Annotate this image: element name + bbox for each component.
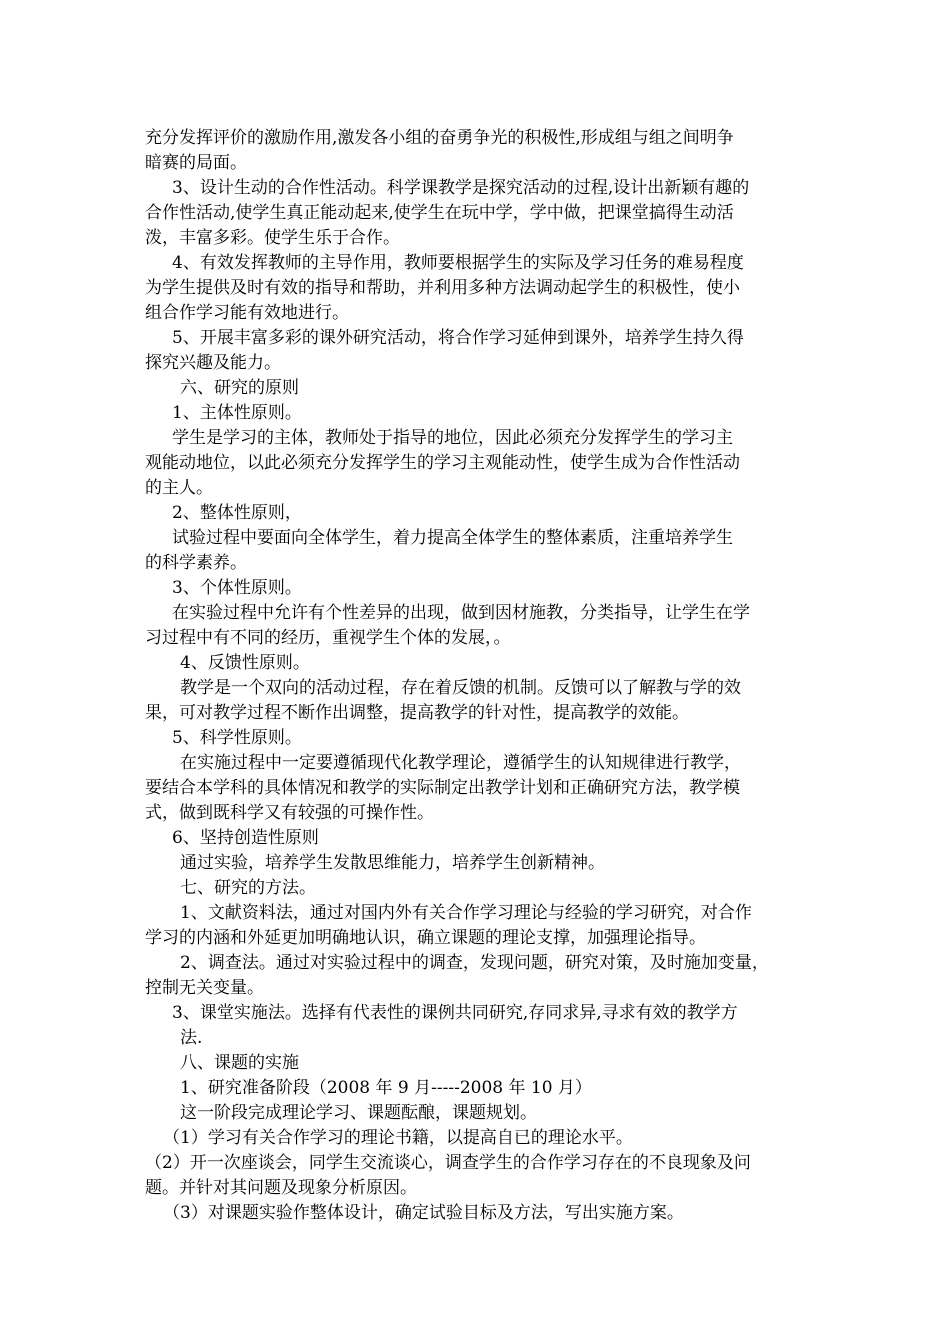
text-line: 泼，丰富多彩。使学生乐于合作。 bbox=[145, 228, 400, 248]
text-line: 3、课堂实施法。选择有代表性的课例共同研究,存同求异,寻求有效的教学方 bbox=[172, 1003, 738, 1023]
text-line: 式，做到既科学又有较强的可操作性。 bbox=[145, 803, 434, 823]
text-line: 题。并针对其问题及现象分析原因。 bbox=[145, 1178, 417, 1198]
text-line: 组合作学习能有效地进行。 bbox=[145, 303, 349, 323]
text-line: 4、有效发挥教师的主导作用，教师要根据学生的实际及学习任务的难易程度 bbox=[172, 253, 744, 273]
text-line: 6、坚持创造性原则 bbox=[172, 828, 319, 848]
text-line: 5、开展丰富多彩的课外研究活动，将合作学习延伸到课外，培养学生持久得 bbox=[172, 328, 744, 348]
text-line: 在实验过程中允许有个性差异的出现，做到因材施教，分类指导，让学生在学 bbox=[172, 603, 750, 623]
text-line: 控制无关变量。 bbox=[145, 978, 264, 998]
text-line: 5、科学性原则。 bbox=[172, 728, 302, 748]
text-line: 1、研究准备阶段（2008 年 9 月-----2008 年 10 月） bbox=[180, 1078, 592, 1098]
text-line: 1、主体性原则。 bbox=[172, 403, 302, 423]
text-line: 2、整体性原则， bbox=[172, 503, 302, 523]
text-line: 3、个体性原则。 bbox=[172, 578, 302, 598]
section-heading: 七、研究的方法。 bbox=[180, 878, 316, 898]
text-line: 探究兴趣及能力。 bbox=[145, 353, 281, 373]
text-line: （3）对课题实验作整体设计，确定试验目标及方法，写出实施方案。 bbox=[163, 1203, 684, 1223]
text-line: 观能动地位，以此必须充分发挥学生的学习主观能动性，使学生成为合作性活动 bbox=[145, 453, 740, 473]
text-line: 2、调查法。通过对实验过程中的调查，发现问题，研究对策，及时施加变量， bbox=[180, 953, 769, 973]
text-line: 1、文献资料法，通过对国内外有关合作学习理论与经验的学习研究，对合作 bbox=[180, 903, 752, 923]
text-line: 暗赛的局面。 bbox=[145, 153, 247, 173]
text-line: （1）学习有关合作学习的理论书籍，以提高自已的理论水平。 bbox=[163, 1128, 633, 1148]
text-line: 的主人。 bbox=[145, 478, 213, 498]
text-line: 充分发挥评价的激励作用,激发各小组的奋勇争光的积极性,形成组与组之间明争 bbox=[145, 128, 734, 148]
text-line: 合作性活动,使学生真正能动起来,使学生在玩中学，学中做，把课堂搞得生动活 bbox=[145, 203, 734, 223]
text-line: 果，可对教学过程不断作出调整，提高教学的针对性，提高教学的效能。 bbox=[145, 703, 689, 723]
text-line: 习过程中有不同的经历，重视学生个体的发展，。 bbox=[145, 628, 511, 648]
text-line: 为学生提供及时有效的指导和帮助，并利用多种方法调动起学生的积极性，使小 bbox=[145, 278, 740, 298]
text-line: 通过实验，培养学生发散思维能力，培养学生创新精神。 bbox=[180, 853, 605, 873]
text-line: 学生是学习的主体，教师处于指导的地位，因此必须充分发挥学生的学习主 bbox=[172, 428, 733, 448]
text-line: 教学是一个双向的活动过程，存在着反馈的机制。反馈可以了解教与学的效 bbox=[180, 678, 741, 698]
text-line: 4、反馈性原则。 bbox=[180, 653, 310, 673]
text-line: 在实施过程中一定要遵循现代化教学理论，遵循学生的认知规律进行教学， bbox=[180, 753, 741, 773]
text-line: 要结合本学科的具体情况和教学的实际制定出教学计划和正确研究方法，教学模 bbox=[145, 778, 740, 798]
section-heading: 六、研究的原则 bbox=[180, 378, 299, 398]
text-line: 3、设计生动的合作性活动。科学课教学是探究活动的过程,设计出新颖有趣的 bbox=[172, 178, 750, 198]
section-heading: 八、课题的实施 bbox=[180, 1053, 299, 1073]
text-line: 这一阶段完成理论学习、课题酝酿，课题规划。 bbox=[180, 1103, 537, 1123]
text-line: 法. bbox=[180, 1028, 203, 1048]
text-line: （2）开一次座谈会，同学生交流谈心，调查学生的合作学习存在的不良现象及问 bbox=[145, 1153, 751, 1173]
text-line: 试验过程中要面向全体学生，着力提高全体学生的整体素质，注重培养学生 bbox=[172, 528, 733, 548]
text-line: 的科学素养。 bbox=[145, 553, 247, 573]
text-line: 学习的内涵和外延更加明确地认识，确立课题的理论支撑，加强理论指导。 bbox=[145, 928, 706, 948]
